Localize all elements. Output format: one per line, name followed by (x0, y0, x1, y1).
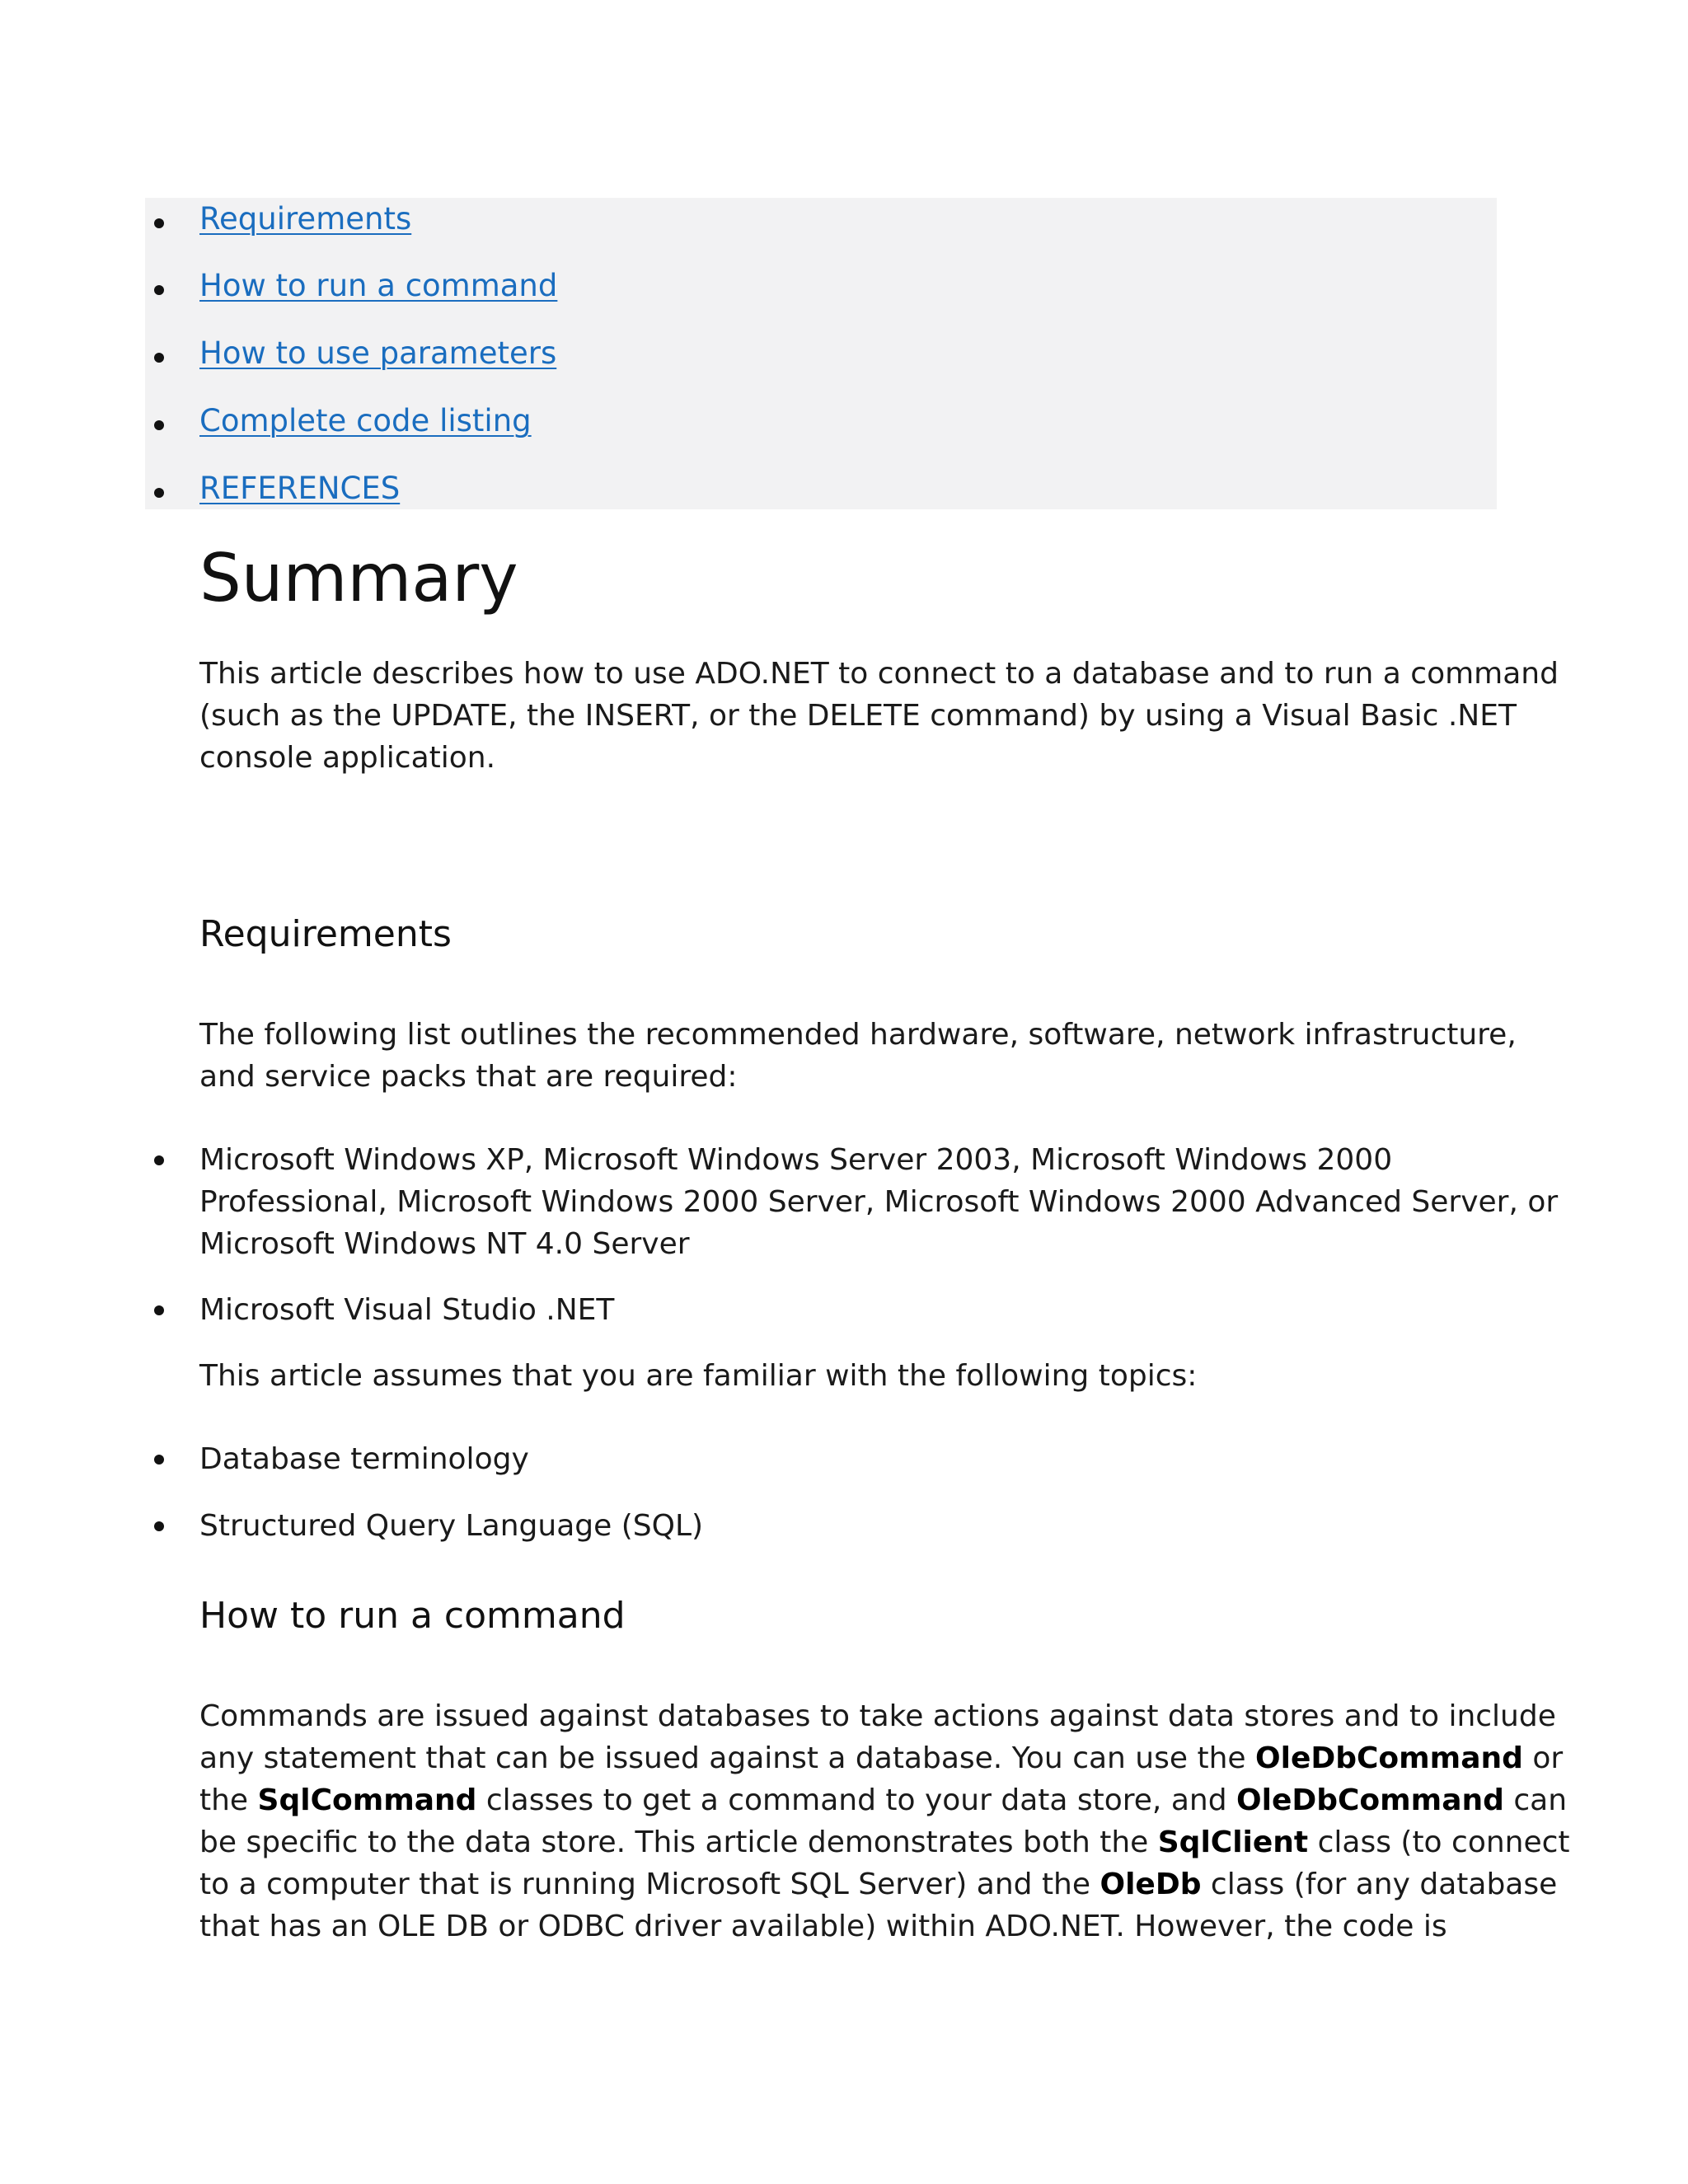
bullet-icon (154, 488, 164, 498)
text-span: or (1522, 1741, 1564, 1775)
summary-heading: Summary (199, 540, 518, 616)
toc-link-how-to-run-a-command[interactable]: How to run a command (199, 268, 558, 303)
text-span: any statement that can be issued against a database. You can use the (199, 1741, 1255, 1775)
requirements-item-line: Professional, Microsoft Windows 2000 Server, Microsoft Windows 2000 Advanced Server, or (199, 1185, 1559, 1219)
text-span: be specific to the data store. This article demonstrates both the (199, 1825, 1158, 1859)
topic-item (199, 1438, 1485, 1480)
requirements-item-line: Microsoft Windows XP, Microsoft Windows Server 2003, Microsoft Windows 2000 (199, 1143, 1393, 1177)
toc-item-requirements (0, 194, 824, 244)
bullet-icon (154, 1455, 164, 1465)
bullet-icon (154, 218, 164, 228)
summary-line: console application. (199, 741, 496, 775)
topic-item-label: Database terminology (199, 1442, 529, 1476)
summary-line: (such as the UPDATE, the INSERT, or the DELETE command) by using a Visual Basic .NET (199, 699, 1517, 733)
toc-item-references (0, 464, 824, 513)
term-oledbcommand: OleDbCommand (1255, 1741, 1523, 1775)
term-oledb: OleDb (1100, 1868, 1202, 1901)
run-command-paragraph (199, 1695, 1570, 1947)
bullet-icon (154, 1521, 164, 1531)
bullet-icon (154, 1155, 164, 1165)
requirements-item-line: Microsoft Visual Studio .NET (199, 1293, 615, 1327)
run-command-line (199, 1863, 1558, 1905)
text-span: class (for any database (1201, 1868, 1558, 1901)
toc-link-requirements[interactable]: Requirements (199, 201, 412, 237)
toc-item-how-to-run-a-command (0, 261, 824, 311)
toc-item-how-to-use-parameters (0, 329, 824, 378)
bullet-icon (154, 353, 164, 363)
assumes-line: This article assumes that you are familiar with the following topics: (199, 1359, 1198, 1393)
run-command-heading: How to run a command (199, 1595, 626, 1637)
text-span: the (199, 1783, 258, 1817)
requirements-item-os (199, 1139, 1559, 1265)
requirements-item-line: Microsoft Windows NT 4.0 Server (199, 1227, 690, 1261)
text-span: classes to get a command to your data store, and (476, 1783, 1236, 1817)
toc-item-complete-code-listing (0, 396, 824, 446)
bullet-icon (154, 285, 164, 295)
run-command-line (199, 1737, 1564, 1779)
bullet-icon (154, 1305, 164, 1315)
text-span: can (1503, 1783, 1568, 1817)
requirements-heading: Requirements (199, 913, 452, 955)
requirements-intro-line: The following list outlines the recommended hardware, software, network infrastructure, (199, 1018, 1517, 1052)
topic-item (199, 1505, 1485, 1547)
run-command-line: Commands are issued against databases to take actions against data stores and to include (199, 1699, 1556, 1733)
run-command-line (199, 1821, 1570, 1863)
term-sqlcommand: SqlCommand (257, 1783, 477, 1817)
term-sqlclient: SqlClient (1157, 1825, 1309, 1859)
toc-link-references[interactable]: REFERENCES (199, 471, 401, 506)
assumes-paragraph (199, 1355, 1485, 1397)
requirements-intro-line: and service packs that are required: (199, 1060, 738, 1094)
summary-line: This article describes how to use ADO.NET to connect to a database and to run a command (199, 657, 1559, 691)
bullet-icon (154, 420, 164, 430)
requirements-item-visual-studio (199, 1289, 1485, 1331)
term-oledbcommand: OleDbCommand (1236, 1783, 1504, 1817)
topic-item-label: Structured Query Language (SQL) (199, 1509, 704, 1543)
run-command-line: that has an OLE DB or ODBC driver available) within ADO.NET. However, the code is (199, 1910, 1447, 1943)
run-command-line (199, 1779, 1568, 1821)
toc-link-how-to-use-parameters[interactable]: How to use parameters (199, 335, 557, 371)
text-span: to a computer that is running Microsoft SQL Server) and the (199, 1868, 1100, 1901)
requirements-intro (199, 1014, 1517, 1098)
text-span: class (to connect (1308, 1825, 1570, 1859)
toc-link-complete-code-listing[interactable]: Complete code listing (199, 403, 532, 438)
summary-paragraph (199, 653, 1559, 779)
